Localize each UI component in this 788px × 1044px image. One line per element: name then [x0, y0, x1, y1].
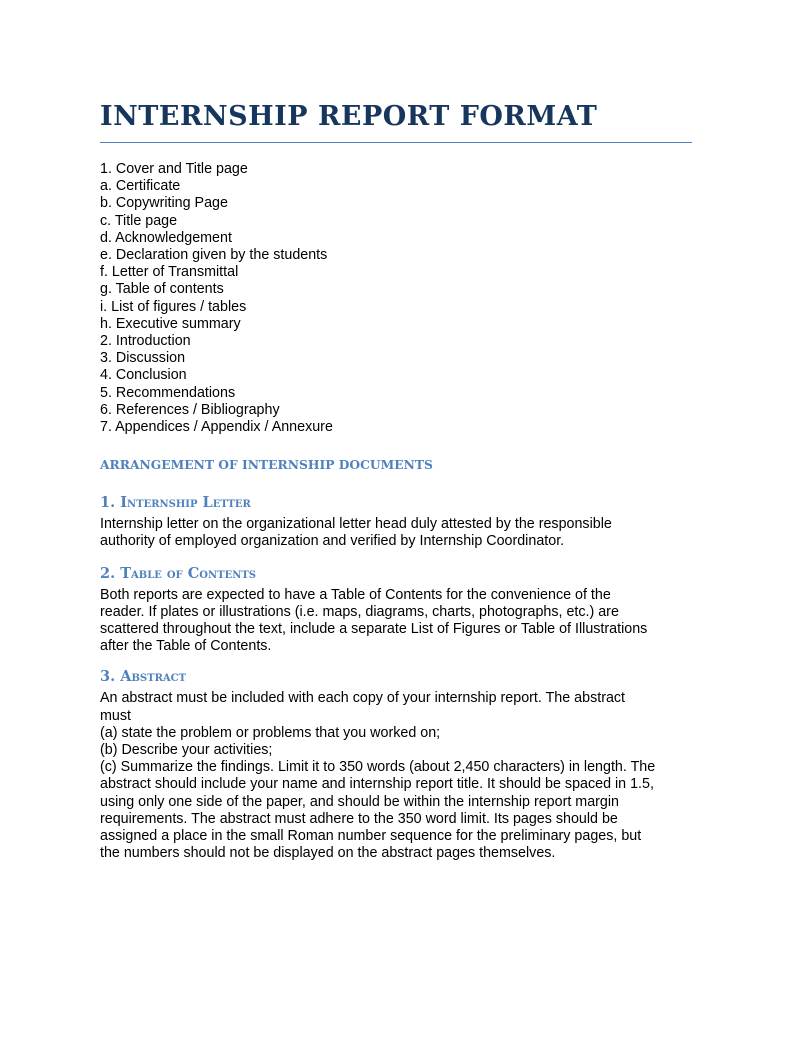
- body-line: (c) Summarize the findings. Limit it to 350 words (about 2,450 characters) in length. The: [100, 759, 656, 776]
- contents-item: 3. Discussion: [100, 350, 186, 367]
- contents-item: 6. References / Bibliography: [100, 401, 280, 418]
- document-title: INTERNSHIP REPORT FORMAT: [100, 98, 692, 143]
- section-number: 3.: [100, 668, 116, 686]
- body-line: requirements. The abstract must adhere to the 350 word limit. Its pages should be: [100, 810, 618, 827]
- section-body: [100, 690, 692, 862]
- section-title: Table of Contents: [120, 564, 257, 582]
- section-body: [100, 587, 692, 656]
- body-line: authority of employed organization and verified by Internship Coordinator.: [100, 533, 565, 550]
- contents-item: f. Letter of Transmittal: [100, 264, 239, 281]
- contents-item: b. Copywriting Page: [100, 195, 228, 212]
- section-number: 2.: [100, 564, 116, 582]
- body-line: scattered throughout the text, include a separate List of Figures or Table of Illustrations: [100, 621, 648, 638]
- body-line: using only one side of the paper, and should be within the internship report margin: [100, 793, 619, 810]
- body-line: An abstract must be included with each copy of your internship report. The abstract: [100, 690, 626, 707]
- body-line: the numbers should not be displayed on the abstract pages themselves.: [100, 845, 556, 862]
- body-line: reader. If plates or illustrations (i.e. maps, diagrams, charts, photographs, etc.) are: [100, 603, 619, 620]
- section-heading: [100, 667, 692, 687]
- contents-list: [100, 161, 692, 436]
- body-line: abstract should include your name and internship report title. It should be spaced in 1.5,: [100, 776, 654, 793]
- section-number: 1.: [100, 494, 116, 512]
- section-internship-letter: [100, 493, 692, 550]
- section-title: Abstract: [120, 668, 187, 686]
- contents-item: a. Certificate: [100, 178, 181, 195]
- contents-item: 1. Cover and Title page: [100, 161, 248, 177]
- body-line: (a) state the problem or problems that you worked on;: [100, 724, 441, 741]
- contents-item: c. Title page: [100, 212, 178, 229]
- contents-item: e. Declaration given by the students: [100, 247, 328, 264]
- contents-item: d. Acknowledgement: [100, 229, 232, 246]
- contents-item: h. Executive summary: [100, 315, 241, 332]
- body-line: after the Table of Contents.: [100, 638, 272, 655]
- body-line: Internship letter on the organizational letter head duly attested by the responsible: [100, 516, 612, 533]
- contents-item: 7. Appendices / Appendix / Annexure: [100, 419, 333, 436]
- contents-item: g. Table of contents: [100, 281, 224, 298]
- document-page: [100, 98, 692, 863]
- section-heading: [100, 493, 692, 513]
- section-table-of-contents: [100, 564, 692, 656]
- arrangement-heading: ARRANGEMENT OF INTERNSHIP DOCUMENTS: [100, 457, 433, 473]
- contents-item: i. List of figures / tables: [100, 298, 247, 315]
- body-line: (b) Describe your activities;: [100, 742, 273, 759]
- body-line: must: [100, 707, 131, 724]
- section-body: [100, 516, 692, 550]
- section-abstract: [100, 667, 692, 862]
- contents-item: 4. Conclusion: [100, 367, 187, 384]
- body-line: assigned a place in the small Roman number sequence for the preliminary pages, but: [100, 828, 642, 845]
- contents-item: 2. Introduction: [100, 333, 191, 350]
- section-heading: [100, 564, 692, 584]
- contents-item: 5. Recommendations: [100, 384, 236, 401]
- section-title: Internship Letter: [120, 494, 251, 512]
- body-line: Both reports are expected to have a Table of Contents for the convenience of the: [100, 586, 611, 603]
